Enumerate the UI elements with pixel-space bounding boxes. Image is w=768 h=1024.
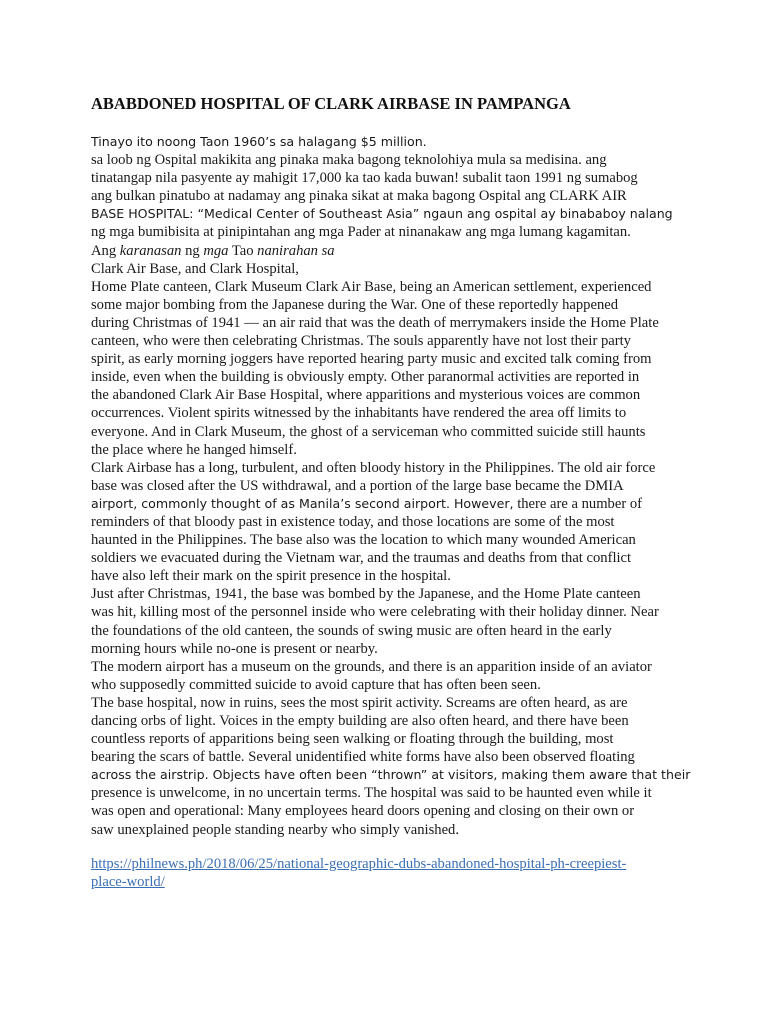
body-line: across the airstrip. Objects have often been “thrown” at visitors, making them aware that their [91, 767, 691, 783]
body-line: tinatangap nila pasyente ay mahigit 17,000 ka tao kada buwan! subalit taon 1991 ng sumabog [91, 170, 638, 187]
body-line: Home Plate canteen, Clark Museum Clark Air Base, being an American settlement, experienced [91, 278, 652, 295]
body-line: have also left their mark on the spirit presence in the hospital. [91, 568, 451, 585]
body-line: Clark Air Base, and Clark Hospital, [91, 260, 299, 277]
body-line: BASE HOSPITAL: “Medical Center of Southeast Asia” ngaun ang ospital ay binababoy nalang [91, 206, 673, 222]
body-line: occurrences. Violent spirits witnessed by the inhabitants have rendered the area off limits to [91, 405, 627, 422]
body-segment-italic: mga [203, 242, 229, 259]
body-segment: ng [181, 242, 204, 259]
body-segment: Tao [228, 242, 258, 259]
body-line: Just after Christmas, 1941, the base was bombed by the Japanese, and the Home Plate canteen [91, 586, 641, 603]
body-line: was open and operational: Many employees heard doors opening and closing on their own or [91, 803, 635, 820]
body-line: Clark Airbase has a long, turbulent, and often bloody history in the Philippines. The old air force [91, 459, 656, 476]
body-line: spirit, as early morning joggers have reported hearing party music and excited talk coming from [91, 351, 652, 368]
body-line: dancing orbs of light. Voices in the empty building are also often heard, and there have been [91, 713, 629, 729]
body-line: some major bombing from the Japanese during the War. One of these reportedly happened [91, 296, 619, 313]
body-line: ng mga bumibisita at pinipintahan ang mga Pader at ninanakaw ang mga lumang kagamitan. [91, 224, 631, 241]
body-line: inside, even when the building is obviously empty. Other paranormal activities are reported in [91, 369, 640, 386]
body-line: countless reports of apparitions being seen walking or floating through the building, most [91, 731, 614, 748]
body-line: everyone. And in Clark Museum, the ghost of a serviceman who committed suicide still haunts [91, 423, 646, 440]
body-line: The base hospital, now in ruins, sees the most spirit activity. Screams are often heard, as are [91, 694, 628, 711]
body-line: canteen, who were then celebrating Christmas. The souls apparently have not lost their party [91, 333, 631, 350]
body-segment-sans: airport, commonly thought of as Manila’s second airport. However, [91, 495, 514, 511]
body-line: soldiers we evacuated during the Vietnam war, and the traumas and deaths from that conflict [91, 550, 632, 567]
body-line: morning hours while no-one is present or nearby. [91, 640, 378, 657]
body-line: who supposedly committed suicide to avoid capture that has often been seen. [91, 676, 541, 693]
source-link-line[interactable]: place-world/ [91, 874, 165, 891]
body-line: during Christmas of 1941 — an air raid that was the death of merrymakers inside the Home Plate [91, 314, 659, 331]
body-line-mixed [91, 495, 691, 513]
body-line: base was closed after the US withdrawal, and a portion of the large base became the DMIA [91, 477, 624, 494]
body-segment: Ang [91, 242, 120, 259]
source-link-line[interactable]: https://philnews.ph/2018/06/25/national-geographic-dubs-abandoned-hospital-ph-creepiest- [91, 856, 627, 872]
source-link[interactable] [91, 855, 626, 891]
body-line: presence is unwelcome, in no uncertain terms. The hospital was said to be haunted even while it [91, 785, 652, 802]
body-line: Tinayo ito noong Taon 1960’s sa halagang $5 million. [91, 134, 427, 149]
body-line: The modern airport has a museum on the grounds, and there is an apparition inside of an aviator [91, 658, 652, 675]
body-line-mixed [91, 242, 691, 260]
body-line: the foundations of the old canteen, the sounds of swing music are often heard in the early [91, 622, 612, 639]
body-line: saw unexplained people standing nearby who simply vanished. [91, 821, 460, 838]
body-line: haunted in the Philippines. The base also was the location to which many wounded American [91, 532, 636, 549]
body-line: was hit, killing most of the personnel inside who were celebrating with their holiday dinner. Near [91, 604, 659, 621]
body-line: sa loob ng Ospital makikita ang pinaka maka bagong teknolohiya mula sa medisina. ang [91, 152, 607, 169]
document-title: ABABDONED HOSPITAL OF CLARK AIRBASE IN PAMPANGA [91, 94, 571, 113]
body-segment-italic: nanirahan sa [257, 242, 335, 259]
document-body [91, 133, 691, 839]
body-line: reminders of that bloody past in existence today, and those locations are some of the most [91, 513, 615, 530]
body-line: ang bulkan pinatubo at nadamay ang pinaka sikat at maka bagong Ospital ang CLARK AIR [91, 188, 627, 205]
body-segment: there are a number of [513, 495, 642, 512]
body-segment-italic: karanasan [119, 242, 182, 259]
body-line: the place where he hanged himself. [91, 441, 297, 458]
body-line: the abandoned Clark Air Base Hospital, where apparitions and mysterious voices are common [91, 387, 641, 404]
body-line: bearing the scars of battle. Several unidentified white forms have also been observed floating [91, 749, 635, 766]
